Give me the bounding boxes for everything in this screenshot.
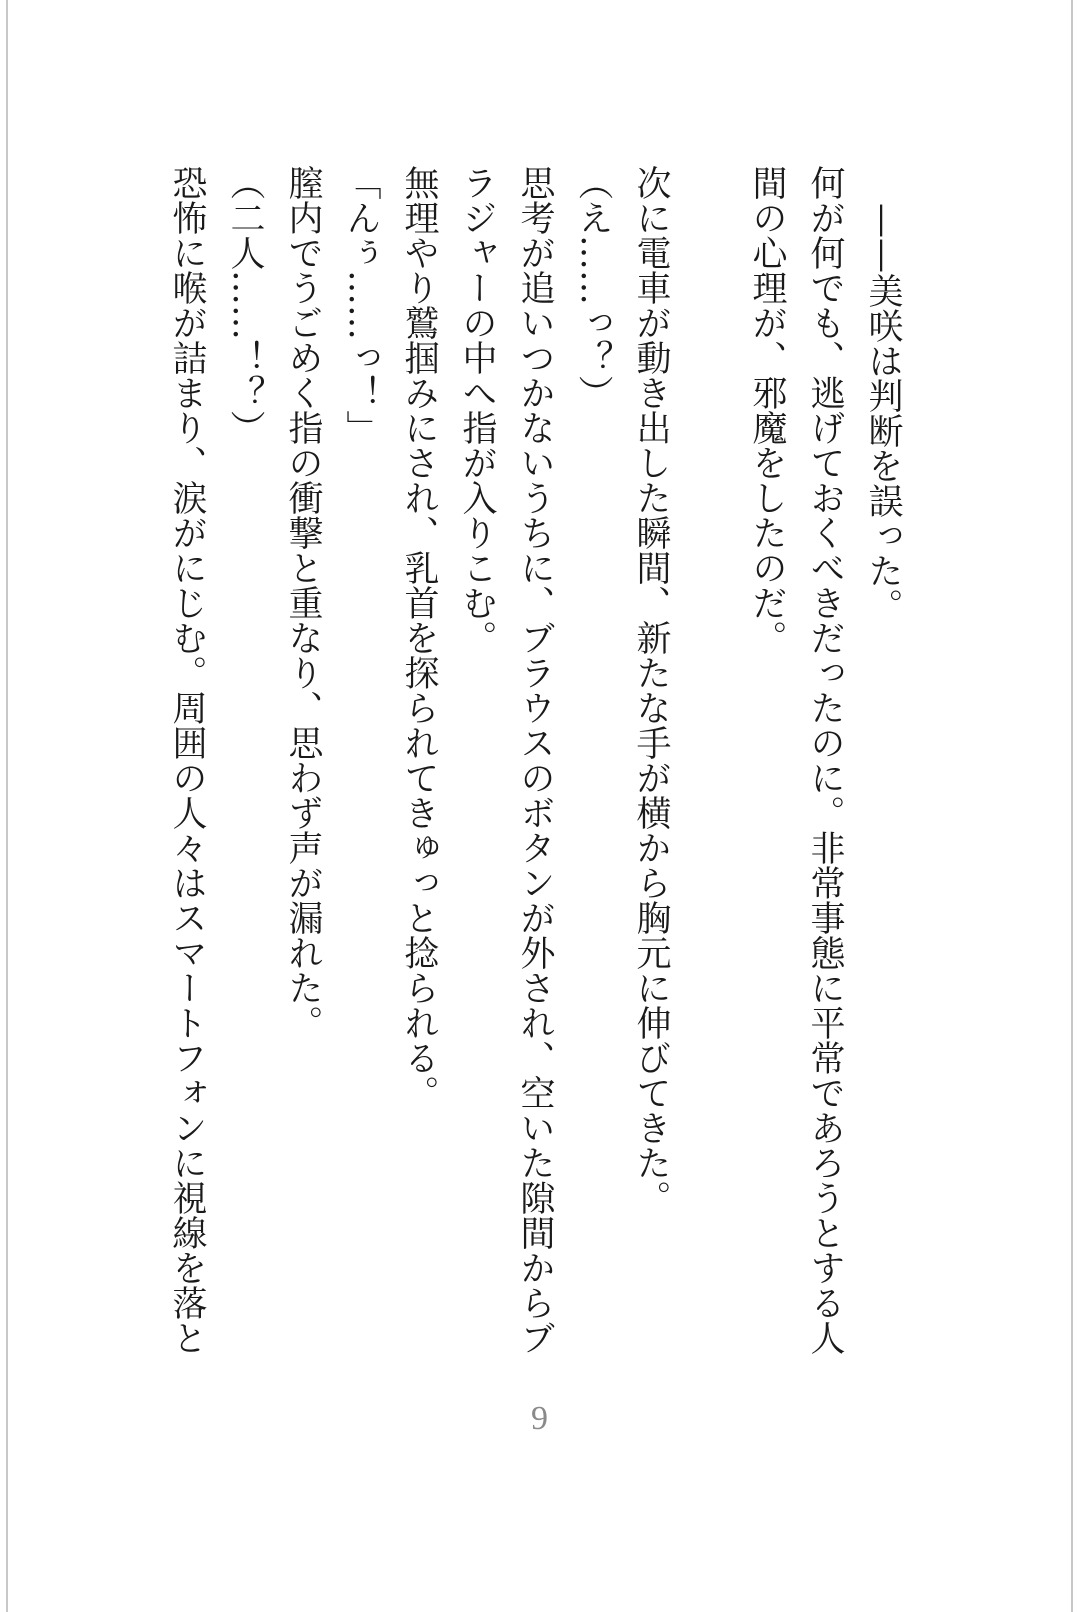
page-number: 9 [531,1400,548,1437]
text-line: 恐怖に喉が詰まり、涙がにじむ。周囲の人々はスマートフォンに視線を落と [167,165,207,1355]
text-line: ラジャーの中へ指が入りこむ。 [457,165,497,655]
text-line: （二人……！？） [225,165,265,445]
text-line: 思考が追いつかないうちに、ブラウスのボタンが外され、空いた隙間からブ [515,165,555,1355]
text-line: （え……っ？） [573,165,613,410]
vertical-text-body [158,165,912,1365]
text-line: 「んぅ……っ！」 [341,165,381,445]
text-line: 何が何でも、逃げておくべきだったのに。非常事態に平常であろうとする人 [805,165,845,1355]
blank-line [680,165,738,166]
text-line: 無理やり鷲掴みにされ、乳首を探られてきゅっと捻られる。 [399,165,439,1110]
text-line: 膣内でうごめく指の衝撃と重なり、思わず声が漏れた。 [283,165,323,1040]
text-line: ——美咲は判断を誤った。 [863,203,903,623]
text-line: 間の心理が、邪魔をしたのだ。 [747,165,787,655]
text-line: 次に電車が動き出した瞬間、新たな手が横から胸元に伸びてきた。 [631,165,671,1215]
